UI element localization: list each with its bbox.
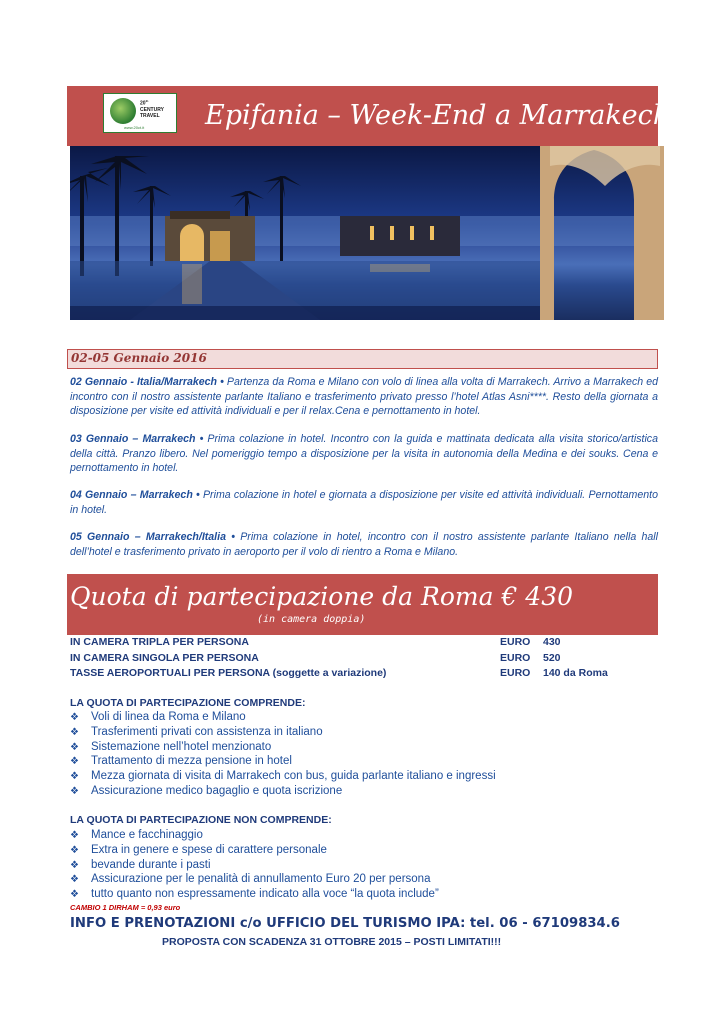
diamond-bullet-icon: ❖ (70, 874, 79, 886)
price-currency: EURO (500, 667, 531, 679)
price-label: TASSE AEROPORTUALI PER PERSONA (soggette a variazione) (70, 667, 387, 679)
list-item: ❖ Sistemazione nell’hotel menzionato (70, 740, 496, 755)
itinerary-day-2: 03 Gennaio – Marrakech • Prima colazione in hotel. Incontro con la guida e mattinata dedicata alla visita storico/artistica della città. Pranzo libero. Nel pomeriggio tempo a disposizione per la visita in autonomia della Medina e dei souks. Cena e pernottamento in hotel. (70, 433, 658, 475)
page-title: Epifania – Week-End a Marrakech (205, 100, 671, 131)
offer-deadline: PROPOSTA CON SCADENZA 31 OTTOBRE 2015 – POSTI LIMITATI!!! (162, 936, 502, 948)
itinerary-day-4: 05 Gennaio – Marrakech/Italia • Prima colazione in hotel, incontro con il nostro assistente parlante Italiano nella hall dell’hotel e trasferimento privato in aeroporto per il volo di rientro a Roma e Milano. (70, 531, 659, 558)
list-item: ❖ Assicurazione per le penalità di annullamento Euro 20 per persona (70, 872, 439, 887)
diamond-bullet-icon: ❖ (70, 712, 79, 723)
diamond-bullet-icon: ❖ (70, 756, 79, 768)
exchange-rate-note: CAMBIO 1 DIRHAM = 0,93 euro (70, 903, 181, 912)
list-item: ❖ Trattamento di mezza pensione in hotel (70, 754, 496, 769)
list-item: ❖ bevande durante i pasti (70, 858, 439, 873)
price-value: 140 da Roma (543, 667, 608, 679)
itinerary-day-1: 02 Gennaio - Italia/Marrakech • Partenza da Roma e Milano con volo di linea alla volta di Marrakech. Arrivo a Marrakech ed incontro con il nostro assistente parlante Italiano e trasferimento privato presso l’hotel Atlas Asni****. Resto della giornata a disposizione per visite ed attività individuali e per il relax.Cena e pernottamento in hotel. (70, 376, 658, 418)
list-item: ❖ Mezza giornata di visita di Marrakech con bus, guida parlante italiano e ingressi (70, 769, 496, 784)
price-value: 520 (543, 652, 561, 664)
diamond-bullet-icon: ❖ (70, 859, 79, 871)
hotel-photo (70, 146, 664, 320)
includes-heading: LA QUOTA DI PARTECIPAZIONE COMPRENDE: (70, 697, 306, 709)
price-label: IN CAMERA TRIPLA PER PERSONA (70, 636, 249, 648)
price-value: 430 (543, 636, 561, 648)
list-item: ❖ Assicurazione medico bagaglio e quota iscrizione (70, 784, 496, 799)
list-item: ❖ Mance e facchinaggio (70, 828, 439, 843)
price-currency: EURO (500, 652, 531, 664)
dates-label: 02-05 Gennaio 2016 (71, 351, 207, 365)
contact-info: INFO E PRENOTAZIONI c/o UFFICIO DEL TURISMO IPA: tel. 06 - 67109834.6 (70, 916, 620, 931)
price-label: IN CAMERA SINGOLA PER PERSONA (70, 652, 259, 664)
agency-logo (103, 93, 177, 133)
globe-icon (110, 98, 136, 124)
itinerary-day-3: 04 Gennaio – Marrakech • Prima colazione in hotel e giornata a disposizione per visite ed attività individuali. Pernottamento in hotel. (70, 489, 658, 516)
price-currency: EURO (500, 636, 531, 648)
diamond-bullet-icon: ❖ (70, 844, 79, 856)
logo-url: www.20ct.it (124, 125, 145, 130)
excludes-heading: LA QUOTA DI PARTECIPAZIONE NON COMPRENDE: (70, 814, 332, 826)
list-item: ❖ Trasferimenti privati con assistenza in italiano (70, 725, 496, 740)
diamond-bullet-icon: ❖ (70, 785, 79, 797)
quota-title: Quota di partecipazione da Roma € 430 (70, 582, 574, 611)
includes-list (70, 710, 496, 799)
list-item: ❖ Voli di linea da Roma e Milano (70, 710, 496, 725)
diamond-bullet-icon: ❖ (70, 889, 79, 901)
quota-subtitle: (in camera doppia) (257, 614, 366, 625)
list-item: ❖ Extra in genere e spese di carattere personale (70, 843, 439, 858)
diamond-bullet-icon: ❖ (70, 830, 79, 841)
excludes-list (70, 828, 439, 902)
diamond-bullet-icon: ❖ (70, 741, 79, 753)
diamond-bullet-icon: ❖ (70, 771, 79, 783)
list-item: ❖ tutto quanto non espressamente indicato alla voce “la quota include” (70, 887, 439, 902)
diamond-bullet-icon: ❖ (70, 726, 79, 738)
logo-text: 20th CENTURY TRAVEL (140, 99, 164, 119)
